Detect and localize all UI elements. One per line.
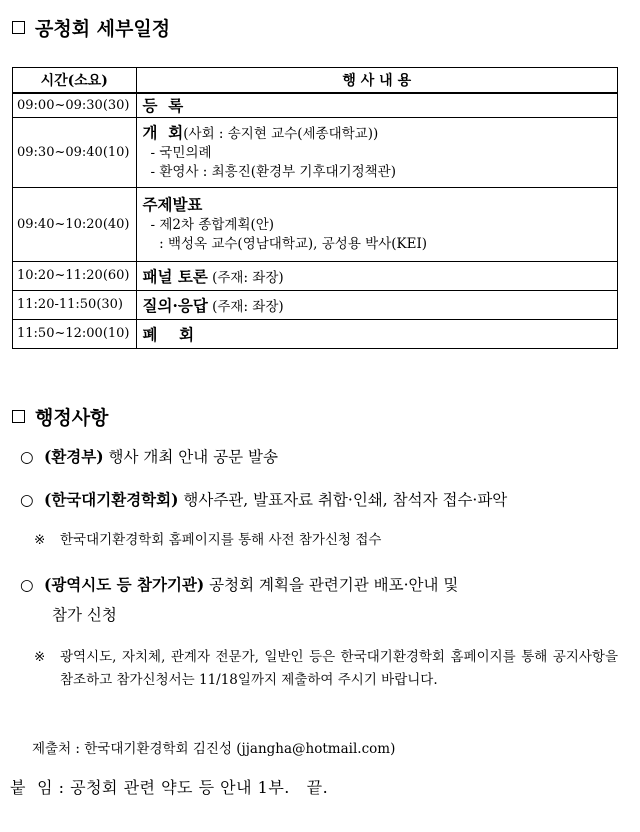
submitter-info: 제출처 : 한국대기환경학회 김진성 (jjangha@hotmail.com) [32,741,396,757]
row-title-detail: (주재: 좌장) [207,298,284,315]
section-schedule-title: 공청회 세부일정 [12,14,170,41]
circle-bullet-icon: ○ [20,491,34,509]
table-row [13,261,618,290]
row-time: 09:30~09:40(10) [13,117,137,187]
circle-bullet-icon: ○ [20,576,34,594]
table-row [13,117,618,187]
header-content: 행 사 내 용 [136,68,617,94]
row-title: 등 록 [142,96,184,116]
admin-note [34,646,618,692]
row-time: 11:50~12:00(10) [13,319,137,348]
row-title: 폐 회 [142,324,195,344]
row-subline: - 환영사 : 최흥진(환경부 기후대기정책관) [150,163,396,180]
row-subline: : 백성옥 교수(영남대학교), 공성용 박사(KEI) [150,235,428,252]
table-row [13,187,618,261]
row-time: 09:00~09:30(30) [13,93,137,117]
row-time: 09:40~10:20(40) [13,187,137,261]
row-title: 개 회 [142,122,184,142]
square-bullet-icon [12,21,25,34]
item-text: 행사주관, 발표자료 취합·인쇄, 참석자 접수·파악 [178,491,508,509]
attachment-line: 붙 임 : 공청회 관련 약도 등 안내 1부. 끝. [10,778,329,797]
row-content [136,319,617,348]
item-text: 행사 개최 안내 공문 발송 [103,448,278,466]
admin-note [34,529,614,552]
reference-mark-icon: ※ [34,649,46,665]
row-title: 패널 토론 [142,266,208,286]
admin-item [20,442,278,472]
admin-item [20,485,507,515]
row-time: 11:20-11:50(30) [13,290,137,319]
row-content [136,93,617,117]
table-row [13,93,618,117]
row-title-detail: (주재: 좌장) [207,269,284,286]
schedule-table [12,67,618,349]
table-row [13,319,618,348]
row-time: 10:20~11:20(60) [13,261,137,290]
row-content [136,117,617,187]
row-title-detail: (사회 : 송지현 교수(세종대학교)) [183,125,379,142]
admin-item [20,570,620,630]
row-subline: - 국민의례 [150,144,212,161]
row-content [136,290,617,319]
item-text: 공청회 계획을 관련기관 배포·안내 및 [204,576,459,594]
row-title: 주제발표 [142,194,203,214]
section-admin-title: 행정사항 [12,403,108,430]
item-text-continued: 참가 신청 [52,606,117,624]
table-row [13,290,618,319]
row-content [136,187,617,261]
square-bullet-icon [12,410,25,423]
item-org: (환경부) [44,447,104,466]
note-text: 광역시도, 자치체, 관계자 전문가, 일반인 등은 한국대기환경학회 홈페이지를 통해 공지사항을 참조하고 참가신청서는 11/18일까지 제출하여 주시기 바랍니다. [60,649,618,688]
header-time: 시간(소요) [13,68,137,94]
row-title: 질의·응답 [142,295,208,315]
item-org: (광역시도 등 참가기관) [44,575,205,594]
reference-mark-icon: ※ [34,532,46,548]
item-org: (한국대기환경학회) [44,490,179,509]
note-text: 한국대기환경학회 홈페이지를 통해 사전 참가신청 접수 [60,532,382,548]
table-header-row [13,68,618,94]
circle-bullet-icon: ○ [20,448,34,466]
row-content [136,261,617,290]
row-subline: - 제2차 종합계획(안) [150,216,275,233]
